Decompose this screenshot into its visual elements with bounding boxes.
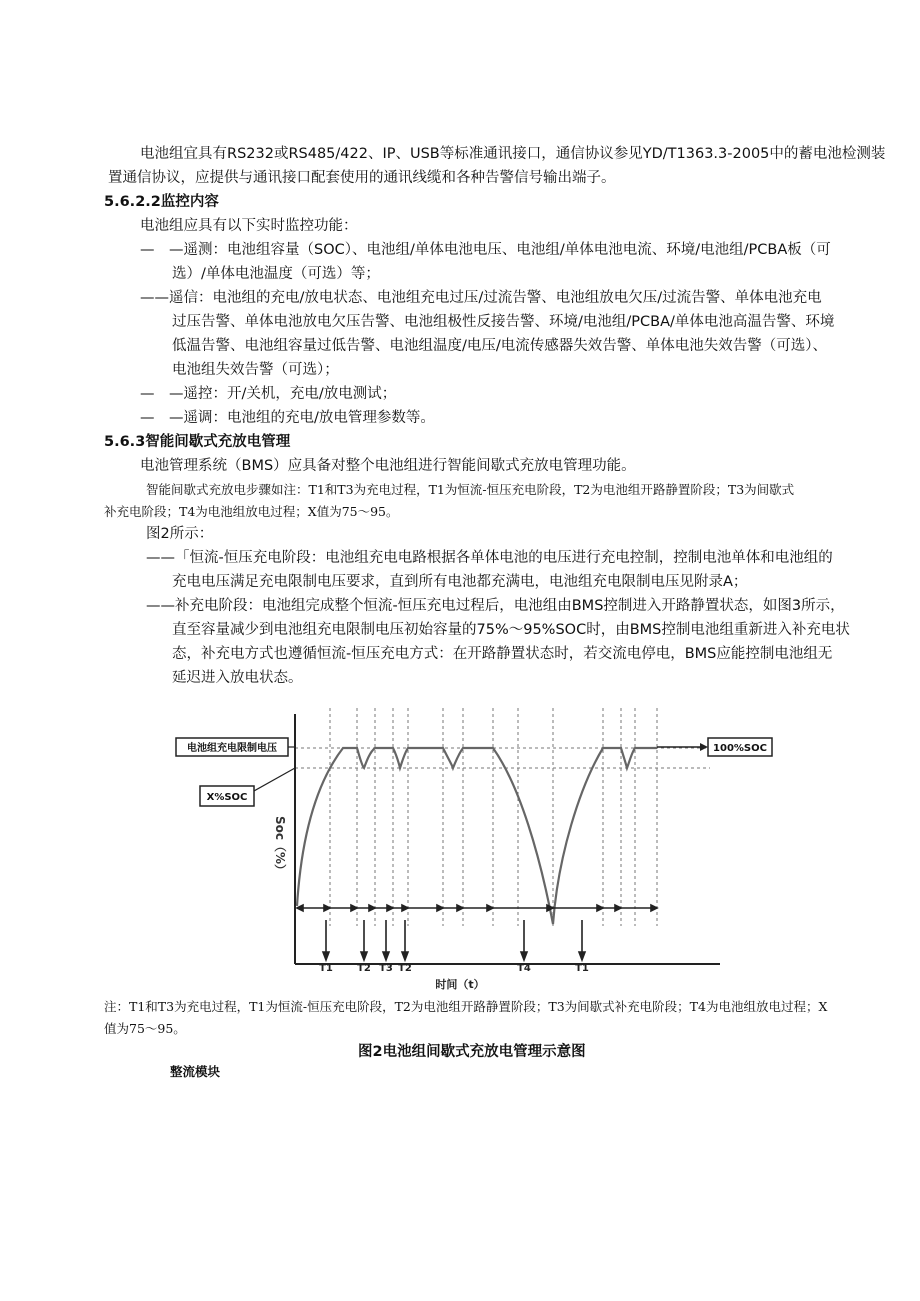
label-100soc-box	[657, 738, 772, 756]
footer-label: 整流模块	[170, 1064, 221, 1079]
steps-line2: 补充电阶段；T4为电池组放电过程；X值为75～95。	[104, 504, 399, 519]
para1-line2: 置通信协议，应提供与通讯接口配套使用的通讯线缆和各种告警信号输出端子。	[108, 170, 616, 186]
tick-label-t1-first: T1	[319, 963, 333, 974]
note-line2: 值为75～95。	[104, 1021, 186, 1036]
cc-cv-stage-line2: 充电电压满足充电限制电压要求，直到所有电池都充满电，电池组充电限制电压见附录A；	[172, 574, 748, 590]
figure-caption: 图2电池组间歇式充放电管理示意图	[358, 1044, 586, 1060]
tick-label-t1-second: T1	[575, 963, 589, 974]
supplement-stage-line3: 态，补充电方式也遵循恒流-恒压充电方式：在开路静置状态时，若交流电停电，BMS应能控制电池组无	[172, 646, 833, 662]
label-xsoc-box	[200, 768, 295, 806]
tick-label-t4: T4	[517, 963, 531, 974]
telesignal-line3: 低温告警、电池组容量过低告警、电池组温度/电压/电流传感器失效告警、单体电池失效告警（可选）、	[172, 338, 828, 354]
tick-label-t3: T3	[379, 963, 393, 974]
section-heading-charge-management: 5.6.3智能间歇式充放电管理	[104, 434, 291, 450]
telesignal-line2: 过压告警、单体电池放电欠压告警、电池组极性反接告警、环境/电池组/PCBA/单体电池高温告警、环境	[172, 314, 835, 330]
label-100soc: 100%SOC	[713, 743, 767, 754]
monitoring-intro: 电池组应具有以下实时监控功能：	[140, 218, 358, 234]
figure-reference: 图2所示：	[146, 526, 214, 542]
telesignal-line4: 电池组失效告警（可选）；	[172, 362, 339, 378]
para1-line1: 电池组宜具有RS232或RS485/422、IP、USB等标准通讯接口，通信协议参见YD/T1363.3-2005中的蓄电池检测装	[140, 146, 886, 162]
section-heading-monitoring: 5.6.2.2监控内容	[104, 194, 219, 210]
telemetry-line1: — —遥测：电池组容量（SOC）、电池组/单体电池电压、电池组/单体电池电流、环境/电池组/PCBA板（可	[140, 242, 831, 258]
label-charge-limit: 电池组充电限制电压	[187, 743, 277, 754]
cc-cv-stage-line1: ——「恒流-恒压充电阶段：电池组充电电路根据各单体电池的电压进行充电控制，控制电池单体和电池组的	[146, 550, 833, 566]
label-xsoc: X%SOC	[206, 792, 248, 803]
y-axis-label: Soc（%）	[273, 815, 287, 877]
label-charge-limit-box	[176, 738, 295, 756]
teleadjust-line: — —遥调：电池组的充电/放电管理参数等。	[140, 410, 435, 426]
telesignal-line1: ——遥信：电池组的充电/放电状态、电池组充电过压/过流告警、电池组放电欠压/过流告警、单体电池充电	[140, 290, 822, 306]
supplement-stage-line1: ——补充电阶段：电池组完成整个恒流-恒压充电过程后，电池组由BMS控制进入开路静置状态，如图3所示，	[146, 598, 845, 614]
dashed-gridlines	[295, 708, 710, 926]
tick-label-t2-second: T2	[398, 963, 412, 974]
bms-intro: 电池管理系统（BMS）应具备对整个电池组进行智能间歇式充放电管理功能。	[140, 458, 636, 474]
telecontrol-line: — —遥控：开/关机，充电/放电测试；	[140, 386, 397, 402]
supplement-stage-line4: 延迟进入放电状态。	[172, 670, 303, 686]
note-line1: 注：T1和T3为充电过程，T1为恒流-恒压充电阶段，T2为电池组开路静置阶段；T3为间歇式补充电阶段；T4为电池组放电过程；X	[104, 999, 828, 1014]
tick-label-t2-first: T2	[357, 963, 371, 974]
x-axis-label: 时间（t）	[435, 978, 485, 991]
supplement-stage-line2: 直至容量减少到电池组充电限制电压初始容量的75%～95%SOC时，由BMS控制电池组重新进入补充电状	[172, 622, 850, 638]
telemetry-line2: 选）/单体电池温度（可选）等；	[172, 266, 380, 282]
soc-charge-diagram	[160, 696, 800, 996]
steps-line1: 智能间歇式充放电步骤如注：T1和T3为充电过程，T1为恒流-恒压充电阶段，T2为电池组开路静置阶段；T3为间歇式	[146, 482, 795, 497]
